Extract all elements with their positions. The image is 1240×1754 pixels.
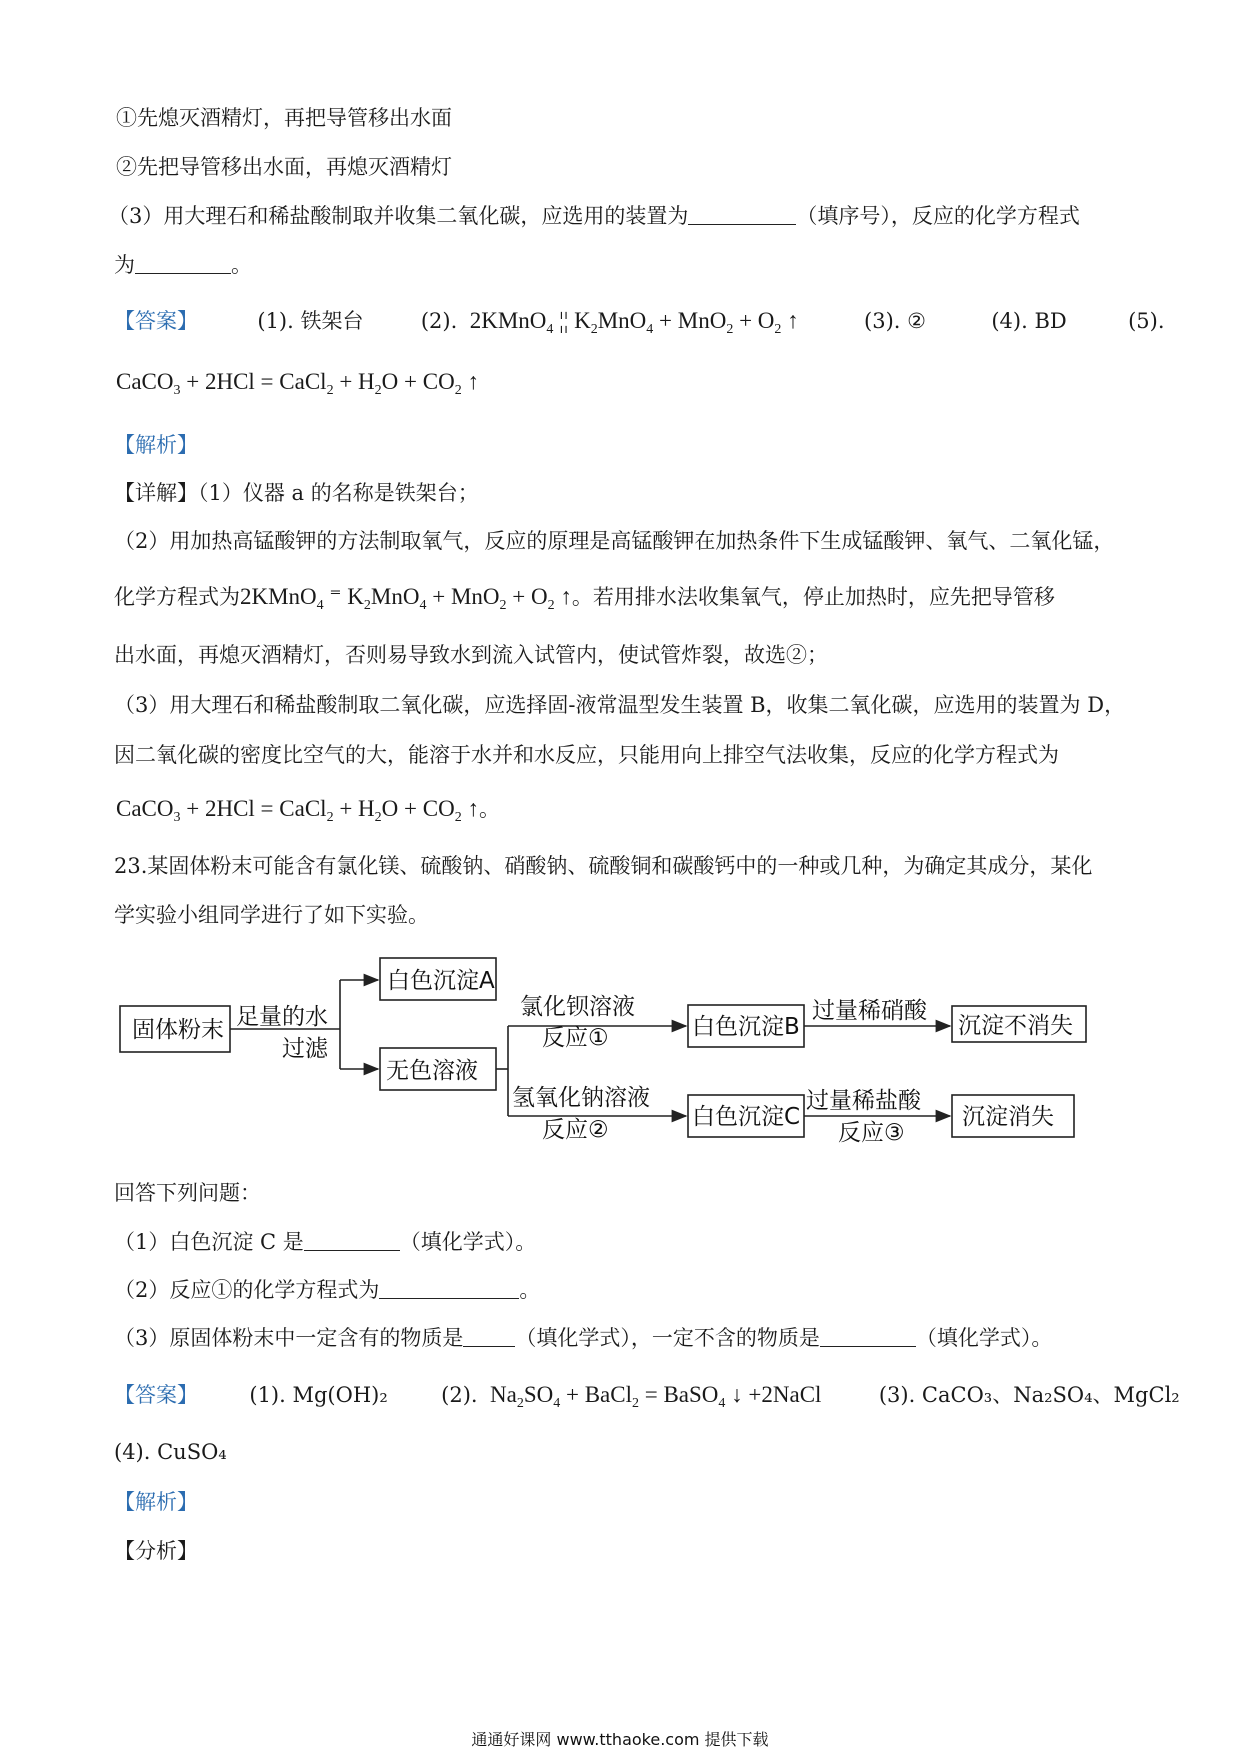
kmno4-equation-detail: 2KMnO$_4$ ⁼ $K_2MnO_4 + MnO_2 + O_2$ ↑ — [240, 584, 572, 613]
experiment-flowchart — [0, 944, 1240, 1164]
q23-answer-line — [114, 1380, 1180, 1410]
caco3-equation-answer: CaCO$_3$ + 2HCl = CaCl$_2$ + $H_2O + CO_2$ ↑ — [116, 369, 479, 398]
answer-1: (1). Mg(OH)₂ — [249, 1383, 388, 1407]
answer-5: (5). — [1128, 309, 1165, 333]
answer-label: 【答案】 — [114, 309, 198, 333]
q23-sub2 — [114, 1275, 540, 1305]
q23-sub1-text-a: （1）白色沉淀 C 是 — [114, 1230, 304, 1254]
label-water: 足量的水 — [236, 1004, 328, 1030]
answer-blank[interactable] — [820, 1324, 916, 1347]
q23-sub3-text-b: （填化学式），一定不含的物质是 — [515, 1326, 820, 1350]
q22-sub3-text-c: 为 — [114, 253, 135, 277]
label-white-ppt-b: 白色沉淀B — [692, 1014, 800, 1040]
answer-3: (3). ② — [864, 309, 926, 333]
analysis-label: 【解析】 — [114, 1490, 198, 1514]
label-reaction-1: 反应① — [542, 1025, 609, 1051]
detail-2c: 出水面，再熄灭酒精灯，否则易导致水到流入试管内，使试管炸裂，故选②； — [114, 643, 828, 667]
detail-2b-prefix: 化学方程式为 — [114, 585, 240, 609]
q23-prompt: 回答下列问题： — [114, 1181, 261, 1205]
bacl2-equation: $Na_2SO_4$ + BaCl$_2$ = BaSO$_4$ ↓ +2NaCl — [484, 1382, 822, 1411]
label-hcl: 过量稀盐酸 — [806, 1088, 921, 1114]
q23-stem-2: 学实验小组同学进行了如下实验。 — [114, 903, 429, 927]
answer-3: (3). CaCO₃、Na₂SO₄、MgCl₂ — [878, 1383, 1180, 1407]
fenxi-label: 【分析】 — [114, 1539, 198, 1563]
q23-stem-1: 23.某固体粉末可能含有氯化镁、硫酸钠、硝酸钠、硫酸铜和碳酸钙中的一种或几种，为确定其成分，某化 — [114, 854, 1093, 878]
detail-1: 【详解】（1）仪器 a 的名称是铁架台； — [114, 481, 479, 505]
q23-sub2-text-b: 。 — [519, 1278, 541, 1302]
kmno4-equation: 2KMnO$_4$ ¦¦ $K_2MnO_4 + MnO_2 + O_2$ ↑ — [463, 308, 799, 337]
answer-2-prefix: (2). — [420, 309, 458, 333]
q23-sub1 — [114, 1227, 536, 1257]
label-filter: 过滤 — [282, 1036, 328, 1062]
q22-sub3-line1 — [108, 201, 1080, 231]
label-naoh: 氢氧化钠溶液 — [512, 1085, 650, 1111]
answer-blank[interactable] — [463, 1324, 515, 1347]
detail-2b-suffix: 。若用排水法收集氧气，停止加热时，应先把导管移 — [571, 585, 1055, 609]
option-2: ②先把导管移出水面，再熄灭酒精灯 — [116, 155, 452, 179]
q23-sub2-text-a: （2）反应①的化学方程式为 — [114, 1278, 380, 1302]
label-solid-powder: 固体粉末 — [132, 1017, 224, 1043]
answer-blank[interactable] — [379, 1276, 519, 1299]
option-1: ①先熄灭酒精灯，再把导管移出水面 — [116, 106, 452, 130]
detail-2a: （2）用加热高锰酸钾的方法制取氧气，反应的原理是高锰酸钾在加热条件下生成锰酸钾、氧气、二氧化锰， — [114, 529, 1115, 553]
label-reaction-3: 反应③ — [838, 1120, 905, 1146]
q23-sub3-text-c: （填化学式）。 — [915, 1326, 1053, 1350]
label-hno3: 过量稀硝酸 — [812, 998, 927, 1024]
detail-3a: （3）用大理石和稀盐酸制取二氧化碳，应选择固-液常温型发生装置 B，收集二氧化碳，应选用的装置为 D， — [114, 693, 1126, 717]
label-ppt-remains: 沉淀不消失 — [958, 1013, 1073, 1039]
answer-blank[interactable] — [304, 1228, 400, 1251]
label-reaction-2: 反应② — [542, 1117, 609, 1143]
label-colorless-solution: 无色溶液 — [386, 1058, 478, 1084]
q23-sub3-text-a: （3）原固体粉末中一定含有的物质是 — [114, 1326, 464, 1350]
answer-blank[interactable] — [135, 251, 231, 274]
answer-2-prefix: (2). — [441, 1383, 478, 1407]
q22-sub3-text-b: （填序号），反应的化学方程式 — [796, 204, 1080, 228]
answer-1: (1). 铁架台 — [257, 309, 364, 333]
q23-answer-4: (4). CuSO₄ — [114, 1440, 227, 1464]
caco3-equation-detail: CaCO$_3$ + 2HCl = CaCl$_2$ + $H_2O + CO_2$ ↑。 — [116, 796, 500, 825]
detail-3c-end: 。 — [478, 797, 500, 821]
q22-sub3-end: 。 — [231, 253, 252, 277]
label-white-ppt-a: 白色沉淀A — [387, 968, 495, 994]
detail-2b — [114, 582, 1055, 612]
q22-answer-line — [114, 306, 1165, 336]
label-ppt-disappears: 沉淀消失 — [962, 1104, 1054, 1130]
q22-sub3-line2 — [114, 250, 252, 280]
q23-sub3 — [114, 1323, 1052, 1353]
answer-blank[interactable] — [688, 202, 796, 225]
answer-4: (4). BD — [991, 309, 1067, 333]
q22-sub3-text-a: （3）用大理石和稀盐酸制取并收集二氧化碳，应选用的装置为 — [108, 204, 689, 228]
q23-sub1-text-b: （填化学式）。 — [399, 1230, 537, 1254]
analysis-label: 【解析】 — [114, 433, 198, 457]
label-white-ppt-c: 白色沉淀C — [692, 1104, 801, 1130]
answer-label: 【答案】 — [114, 1383, 198, 1407]
detail-3b: 因二氧化碳的密度比空气的大，能溶于水并和水反应，只能用向上排空气法收集，反应的化学方程式为 — [114, 743, 1059, 767]
footer-source: 通通好课网 www.tthaoke.com 提供下载 — [471, 1730, 769, 1749]
label-bacl2: 氯化钡溶液 — [520, 994, 635, 1020]
